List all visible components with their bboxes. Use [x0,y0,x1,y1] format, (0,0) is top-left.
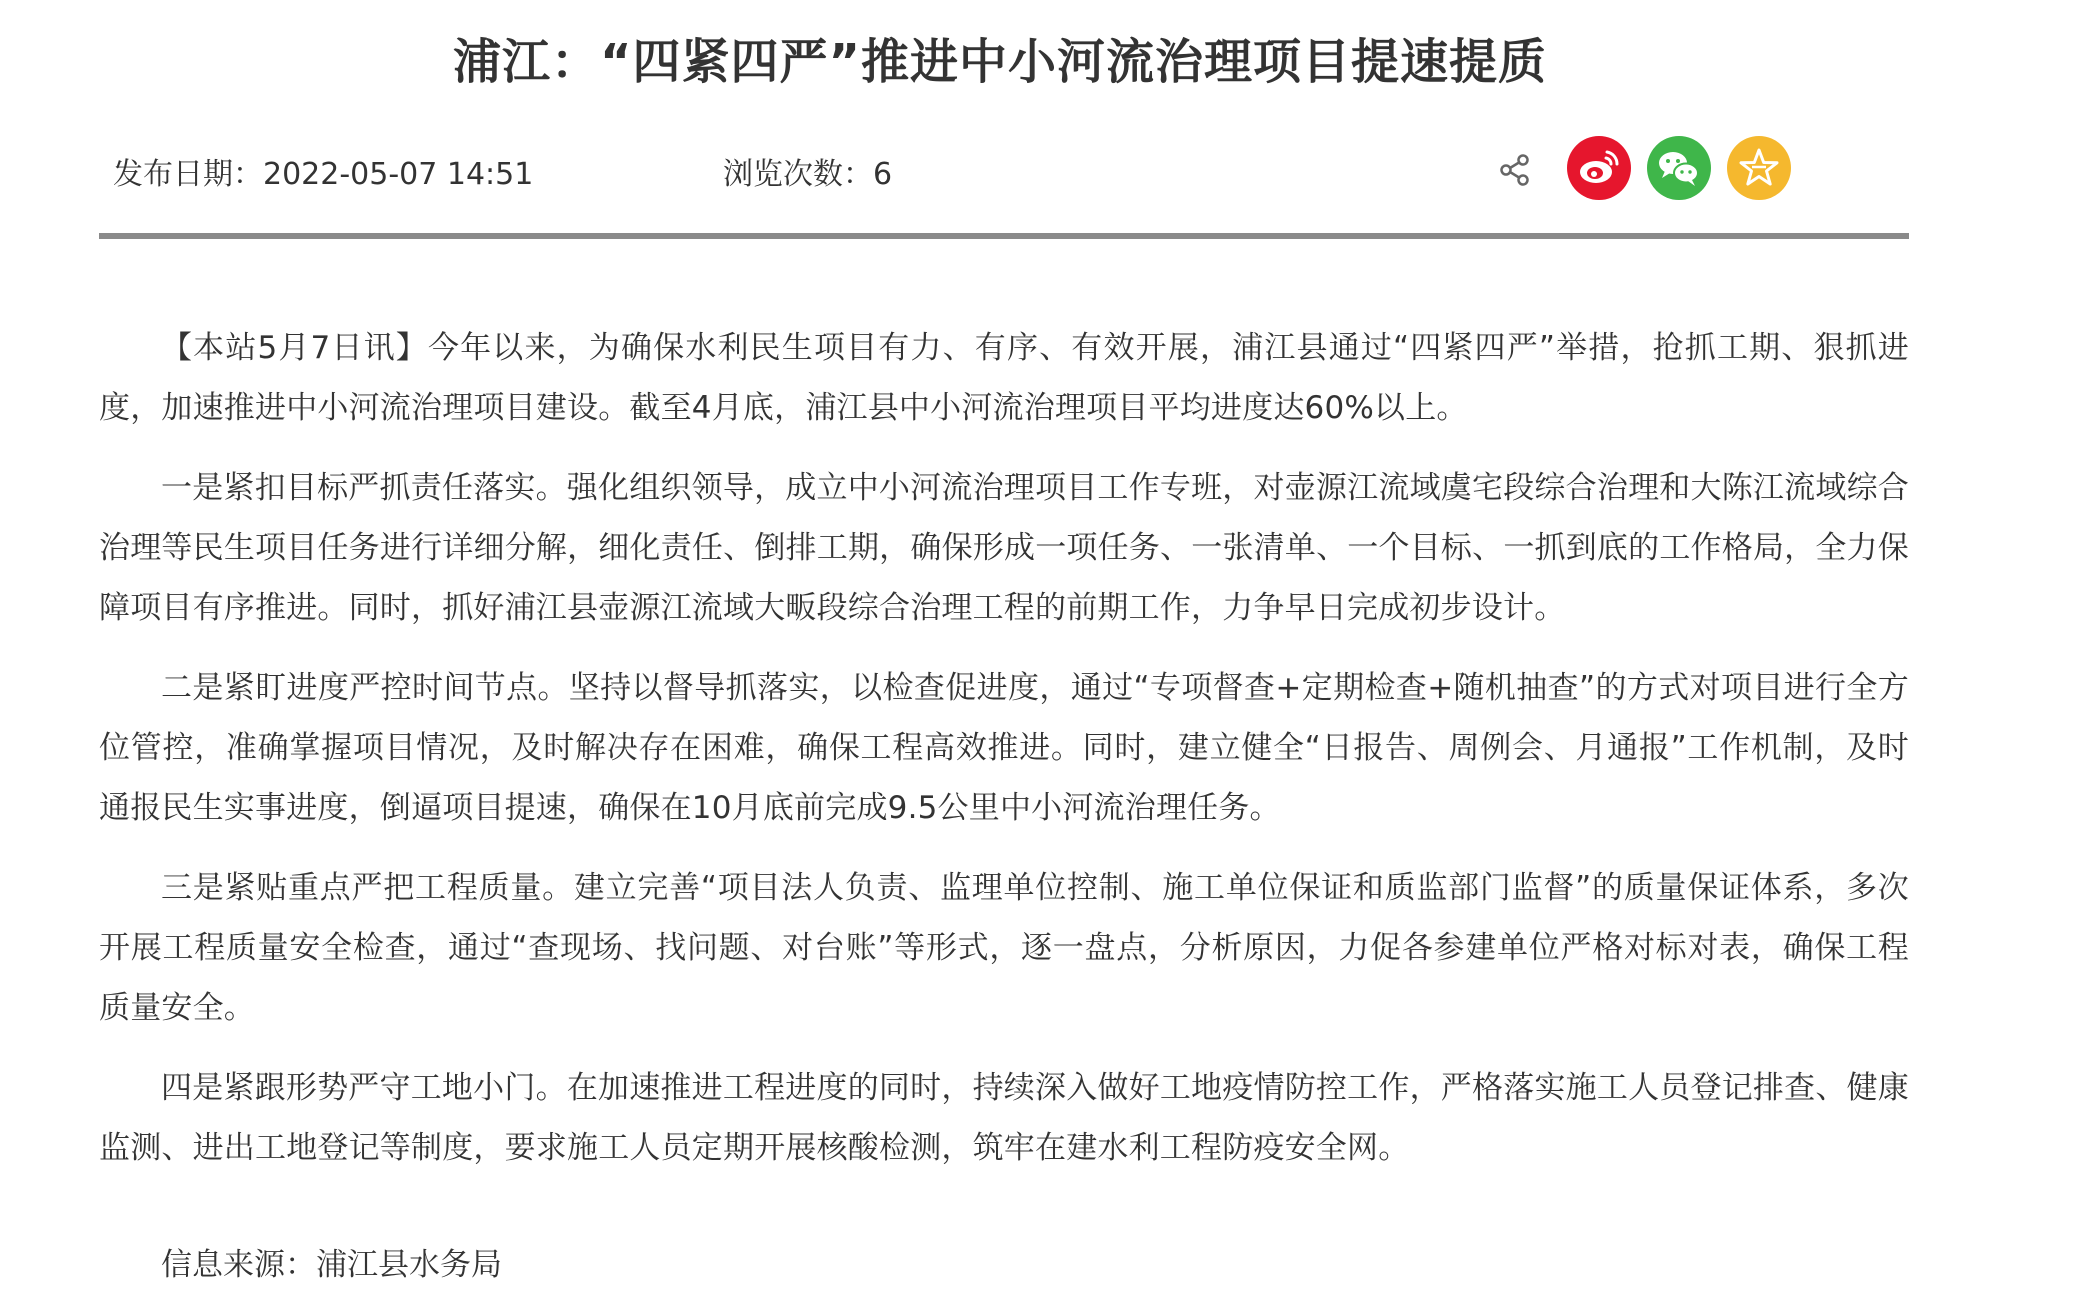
page-title: 浦江：“四紧四严”推进中小河流治理项目提速提质 [452,34,1548,91]
weibo-icon [1567,136,1631,200]
paragraph: 一是紧扣目标严抓责任落实。强化组织领导，成立中小河流治理项目工作专班，对壶源江流域虞宅段综合治理和大陈江流域综合治理等民生项目任务进行详细分解，细化责任、倒排工期，确保形成一项任务、一张清单、一个目标、一抓到底的工作格局，全力保障项目有序推进。同时，抓好浦江县壶源江流域大畈段综合治理工程的前期工作，力争早日完成初步设计。 [99,470,1909,626]
info-source: 信息来源：浦江县水务局 [161,1247,502,1283]
article-body [99,318,1909,1198]
wechat-icon [1647,136,1711,200]
share-icon[interactable] [1495,150,1535,190]
wechat-share-button[interactable] [1647,136,1711,200]
favorite-share-button[interactable] [1727,136,1791,200]
paragraph: 三是紧贴重点严把工程质量。建立完善“项目法人负责、监理单位控制、施工单位保证和质监部门监督”的质量保证体系，多次开展工程质量安全检查，通过“查现场、找问题、对台账”等形式，逐一盘点，分析原因，力促各参建单位严格对标对表，确保工程质量安全。 [99,870,1909,1026]
paragraph: 二是紧盯进度严控时间节点。坚持以督导抓落实，以检查促进度，通过“专项督查+定期检查+随机抽查”的方式对项目进行全方位管控，准确掌握项目情况，及时解决存在困难，确保工程高效推进。同时，建立健全“日报告、周例会、月通报”工作机制，及时通报民生实事进度，倒逼项目提速，确保在10月底前完成9.5公里中小河流治理任务。 [99,670,1909,826]
favorite-icon [1727,136,1791,200]
publish-date: 发布日期：2022-05-07 14:51 [113,157,534,192]
article-meta [113,150,1903,200]
header-divider [99,233,1909,239]
weibo-share-button[interactable] [1567,136,1631,200]
paragraph: 【本站5月7日讯】今年以来，为确保水利民生项目有力、有序、有效开展，浦江县通过“四紧四严”举措，抢抓工期、狠抓进度，加速推进中小河流治理项目建设。截至4月底，浦江县中小河流治理项目平均进度达60%以上。 [99,330,1909,426]
paragraph: 四是紧跟形势严守工地小门。在加速推进工程进度的同时，持续深入做好工地疫情防控工作，严格落实施工人员登记排查、健康监测、进出工地登记等制度，要求施工人员定期开展核酸检测，筑牢在建水利工程防疫安全网。 [99,1070,1909,1166]
view-count: 浏览次数：6 [723,157,893,192]
